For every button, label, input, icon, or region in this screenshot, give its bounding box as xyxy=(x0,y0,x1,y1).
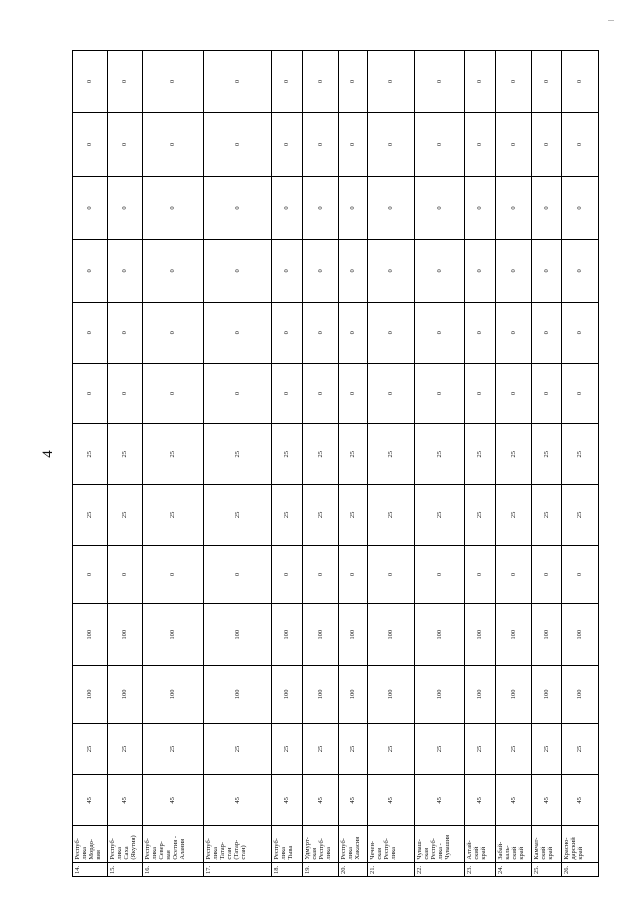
value-cell: 0 xyxy=(464,545,496,604)
value-cell: 0 xyxy=(203,239,271,302)
value-cell: 0 xyxy=(203,302,271,363)
value-cell: 0 xyxy=(464,176,496,239)
value-cell: 100 xyxy=(339,604,367,666)
value-cell: 100 xyxy=(414,604,464,666)
value-cell: 0 xyxy=(414,239,464,302)
value-cell: 100 xyxy=(203,666,271,723)
value-cell: 0 xyxy=(464,302,496,363)
table-row xyxy=(464,51,496,877)
row-number: 18. xyxy=(271,862,303,876)
value-cell: 0 xyxy=(414,51,464,113)
value-cell: 0 xyxy=(532,51,561,113)
value-cell: 0 xyxy=(303,363,339,424)
table-row xyxy=(271,51,303,877)
value-cell: 100 xyxy=(73,666,108,723)
value-cell: 100 xyxy=(303,604,339,666)
value-cell: 0 xyxy=(107,176,142,239)
value-cell: 0 xyxy=(561,239,598,302)
value-cell: 0 xyxy=(464,239,496,302)
value-cell: 100 xyxy=(532,604,561,666)
row-number: 16. xyxy=(142,862,203,876)
value-cell: 0 xyxy=(303,176,339,239)
value-cell: 100 xyxy=(142,666,203,723)
regions-table xyxy=(72,50,599,877)
value-cell: 0 xyxy=(73,545,108,604)
value-cell: 25 xyxy=(303,424,339,485)
value-cell: 25 xyxy=(203,424,271,485)
value-cell: 0 xyxy=(271,51,303,113)
value-cell: 0 xyxy=(414,112,464,176)
value-cell: 0 xyxy=(73,112,108,176)
value-cell: 45 xyxy=(107,775,142,826)
value-cell: 0 xyxy=(303,302,339,363)
value-cell: 100 xyxy=(367,666,414,723)
value-cell: 25 xyxy=(464,424,496,485)
value-cell: 0 xyxy=(271,545,303,604)
value-cell: 25 xyxy=(496,485,532,546)
value-cell: 100 xyxy=(464,666,496,723)
value-cell: 100 xyxy=(203,604,271,666)
value-cell: 0 xyxy=(367,112,414,176)
value-cell: 25 xyxy=(203,485,271,546)
value-cell: 25 xyxy=(271,485,303,546)
value-cell: 45 xyxy=(496,775,532,826)
value-cell: 0 xyxy=(496,176,532,239)
value-cell: 0 xyxy=(496,302,532,363)
value-cell: 25 xyxy=(464,485,496,546)
value-cell: 0 xyxy=(532,302,561,363)
value-cell: 0 xyxy=(142,545,203,604)
value-cell: 0 xyxy=(142,112,203,176)
value-cell: 25 xyxy=(532,723,561,775)
row-number: 25. xyxy=(532,862,561,876)
value-cell: 0 xyxy=(203,112,271,176)
table-row xyxy=(367,51,414,877)
value-cell: 45 xyxy=(142,775,203,826)
value-cell: 25 xyxy=(561,424,598,485)
row-number: 20. xyxy=(339,862,367,876)
rotated-table-wrapper xyxy=(72,50,599,877)
value-cell: 0 xyxy=(367,363,414,424)
value-cell: 45 xyxy=(367,775,414,826)
value-cell: 0 xyxy=(203,545,271,604)
value-cell: 0 xyxy=(464,51,496,113)
value-cell: 25 xyxy=(339,424,367,485)
value-cell: 0 xyxy=(414,545,464,604)
value-cell: 0 xyxy=(271,302,303,363)
value-cell: 25 xyxy=(107,485,142,546)
value-cell: 25 xyxy=(73,485,108,546)
value-cell: 45 xyxy=(203,775,271,826)
region-name: Респуб- лика Север- ная Осетия - Алания xyxy=(142,826,203,862)
value-cell: 25 xyxy=(303,723,339,775)
value-cell: 45 xyxy=(561,775,598,826)
value-cell: 0 xyxy=(414,176,464,239)
page-number: 4 xyxy=(40,450,56,458)
value-cell: 25 xyxy=(142,485,203,546)
value-cell: 0 xyxy=(496,363,532,424)
value-cell: 0 xyxy=(496,545,532,604)
region-name: Чечен- ская Респуб- лика xyxy=(367,826,414,862)
value-cell: 0 xyxy=(367,176,414,239)
value-cell: 0 xyxy=(367,302,414,363)
value-cell: 0 xyxy=(561,51,598,113)
value-cell: 25 xyxy=(414,723,464,775)
value-cell: 0 xyxy=(107,363,142,424)
value-cell: 100 xyxy=(367,604,414,666)
value-cell: 100 xyxy=(271,666,303,723)
value-cell: 0 xyxy=(73,239,108,302)
region-name: Красно- дарский край xyxy=(561,826,598,862)
region-name: Чуваш- ская Респуб- лика - Чувашия xyxy=(414,826,464,862)
value-cell: 0 xyxy=(561,112,598,176)
value-cell: 0 xyxy=(561,176,598,239)
value-cell: 0 xyxy=(414,302,464,363)
value-cell: 0 xyxy=(561,363,598,424)
value-cell: 25 xyxy=(464,723,496,775)
value-cell: 45 xyxy=(464,775,496,826)
value-cell: 0 xyxy=(532,112,561,176)
value-cell: 0 xyxy=(73,363,108,424)
row-number: 26. xyxy=(561,862,598,876)
value-cell: 25 xyxy=(303,485,339,546)
value-cell: 25 xyxy=(142,723,203,775)
value-cell: 25 xyxy=(367,424,414,485)
value-cell: 0 xyxy=(203,363,271,424)
value-cell: 100 xyxy=(73,604,108,666)
value-cell: 100 xyxy=(303,666,339,723)
value-cell: 25 xyxy=(496,723,532,775)
value-cell: 0 xyxy=(532,176,561,239)
row-number: 23. xyxy=(464,862,496,876)
table-row xyxy=(303,51,339,877)
value-cell: 0 xyxy=(107,239,142,302)
value-cell: 25 xyxy=(271,424,303,485)
value-cell: 0 xyxy=(532,545,561,604)
region-name: Респуб- лика Мордо- вия xyxy=(73,826,108,862)
region-name: Респуб- лика Хакасия xyxy=(339,826,367,862)
value-cell: 0 xyxy=(496,51,532,113)
value-cell: 0 xyxy=(73,51,108,113)
value-cell: 100 xyxy=(496,604,532,666)
table-row xyxy=(532,51,561,877)
value-cell: 25 xyxy=(532,485,561,546)
value-cell: 100 xyxy=(271,604,303,666)
value-cell: 45 xyxy=(532,775,561,826)
value-cell: 0 xyxy=(532,239,561,302)
value-cell: 100 xyxy=(464,604,496,666)
table-row xyxy=(142,51,203,877)
value-cell: 0 xyxy=(339,363,367,424)
value-cell: 25 xyxy=(107,723,142,775)
value-cell: 0 xyxy=(142,302,203,363)
region-name: Забай- каль- ский край xyxy=(496,826,532,862)
value-cell: 100 xyxy=(414,666,464,723)
value-cell: 0 xyxy=(561,545,598,604)
value-cell: 0 xyxy=(303,112,339,176)
value-cell: 25 xyxy=(107,424,142,485)
region-name: Респуб- лика Татар- стан (Татар- стан) xyxy=(203,826,271,862)
value-cell: 25 xyxy=(367,723,414,775)
value-cell: 25 xyxy=(203,723,271,775)
value-cell: 0 xyxy=(303,51,339,113)
value-cell: 0 xyxy=(464,112,496,176)
value-cell: 25 xyxy=(561,723,598,775)
corner-mark xyxy=(608,20,614,21)
value-cell: 0 xyxy=(107,112,142,176)
row-number: 15. xyxy=(107,862,142,876)
value-cell: 45 xyxy=(73,775,108,826)
value-cell: 0 xyxy=(107,545,142,604)
value-cell: 0 xyxy=(73,302,108,363)
value-cell: 0 xyxy=(271,176,303,239)
row-number: 14. xyxy=(73,862,108,876)
table-row xyxy=(203,51,271,877)
value-cell: 0 xyxy=(303,239,339,302)
value-cell: 25 xyxy=(414,485,464,546)
value-cell: 25 xyxy=(561,485,598,546)
table-row xyxy=(561,51,598,877)
row-number: 17. xyxy=(203,862,271,876)
region-name: Респуб- лика Тыва xyxy=(271,826,303,862)
value-cell: 25 xyxy=(142,424,203,485)
value-cell: 0 xyxy=(367,239,414,302)
value-cell: 0 xyxy=(339,112,367,176)
value-cell: 0 xyxy=(142,239,203,302)
region-name: Алтай- ский край xyxy=(464,826,496,862)
value-cell: 0 xyxy=(142,176,203,239)
table-row xyxy=(107,51,142,877)
table-row xyxy=(339,51,367,877)
value-cell: 0 xyxy=(339,176,367,239)
value-cell: 25 xyxy=(367,485,414,546)
value-cell: 0 xyxy=(203,51,271,113)
value-cell: 25 xyxy=(73,723,108,775)
value-cell: 0 xyxy=(271,239,303,302)
value-cell: 0 xyxy=(367,545,414,604)
value-cell: 0 xyxy=(107,51,142,113)
value-cell: 0 xyxy=(107,302,142,363)
value-cell: 0 xyxy=(142,363,203,424)
region-name: Удмурт- ская Респуб- лика xyxy=(303,826,339,862)
row-number: 24. xyxy=(496,862,532,876)
value-cell: 100 xyxy=(496,666,532,723)
value-cell: 0 xyxy=(367,51,414,113)
value-cell: 25 xyxy=(414,424,464,485)
value-cell: 25 xyxy=(339,485,367,546)
value-cell: 45 xyxy=(303,775,339,826)
table-row xyxy=(414,51,464,877)
region-name: Камчат- ский край xyxy=(532,826,561,862)
value-cell: 0 xyxy=(561,302,598,363)
value-cell: 45 xyxy=(414,775,464,826)
value-cell: 25 xyxy=(496,424,532,485)
row-number: 21. xyxy=(367,862,414,876)
value-cell: 100 xyxy=(532,666,561,723)
value-cell: 45 xyxy=(339,775,367,826)
value-cell: 0 xyxy=(339,239,367,302)
value-cell: 100 xyxy=(339,666,367,723)
value-cell: 25 xyxy=(532,424,561,485)
table-row xyxy=(496,51,532,877)
value-cell: 100 xyxy=(561,604,598,666)
value-cell: 0 xyxy=(339,545,367,604)
value-cell: 25 xyxy=(271,723,303,775)
value-cell: 0 xyxy=(303,545,339,604)
row-number: 22. xyxy=(414,862,464,876)
value-cell: 100 xyxy=(107,604,142,666)
table-row xyxy=(73,51,108,877)
value-cell: 0 xyxy=(496,112,532,176)
row-number: 19. xyxy=(303,862,339,876)
value-cell: 0 xyxy=(73,176,108,239)
value-cell: 25 xyxy=(339,723,367,775)
value-cell: 100 xyxy=(561,666,598,723)
value-cell: 0 xyxy=(339,302,367,363)
value-cell: 0 xyxy=(339,51,367,113)
value-cell: 45 xyxy=(271,775,303,826)
value-cell: 25 xyxy=(73,424,108,485)
value-cell: 0 xyxy=(496,239,532,302)
value-cell: 0 xyxy=(203,176,271,239)
value-cell: 0 xyxy=(464,363,496,424)
value-cell: 0 xyxy=(532,363,561,424)
value-cell: 0 xyxy=(271,112,303,176)
value-cell: 0 xyxy=(142,51,203,113)
value-cell: 100 xyxy=(142,604,203,666)
value-cell: 100 xyxy=(107,666,142,723)
value-cell: 0 xyxy=(414,363,464,424)
value-cell: 0 xyxy=(271,363,303,424)
region-name: Респуб- лика Саха (Якутия) xyxy=(107,826,142,862)
